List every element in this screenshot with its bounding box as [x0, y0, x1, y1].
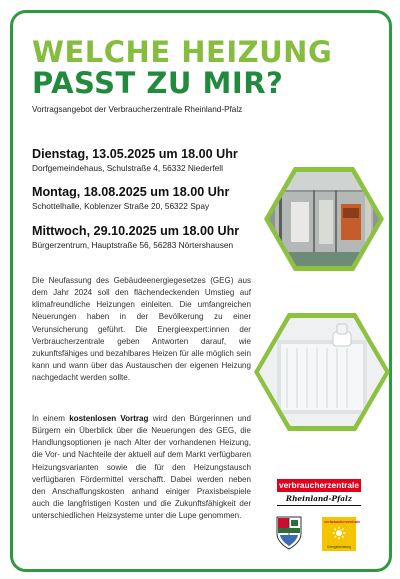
event-place: Dorfgemeindehaus, Schulstraße 4, 56332 Niederfell — [32, 163, 223, 173]
free-talk-highlight: kostenlosen Vortrag — [69, 414, 149, 423]
title-line-2: PASST ZU MIR? — [32, 66, 284, 100]
event-date: Mittwoch, 29.10.2025 um 18.00 Uhr — [32, 224, 240, 238]
paragraph-text-start: In einem — [32, 414, 70, 423]
subtitle: Vortragsangebot der Verbraucherzentrale Rheinland-Pfalz — [32, 105, 243, 114]
talk-paragraph — [32, 413, 251, 522]
logo-region-label: Rheinland-Pfalz — [277, 494, 361, 506]
coat-of-arms-icon — [276, 516, 302, 550]
energieberatung-logo-sub: Energieberatung — [327, 544, 351, 549]
intro-paragraph: Die Neufassung des Gebäudeenergiegesetzes (GEG) aus dem Jahr 2024 soll den flächendeckenden Umstieg auf klimafreundliche Heizungen einleiten. Die umfangreichen Neuerungen haben in der Bevölkerung zu einer Verunsicherung geführt. Die Energieexpert:innen der Verbraucherzentrale geben Antworten darauf, wie zukunftsfähiges und bezahlbares Heizen für alle möglich sein kann und wann über das Austauschen der eigenen Heizung nachgedacht werden sollte. — [32, 276, 251, 383]
energieberatung-logo-name: verbraucherzentrale — [324, 520, 361, 524]
event-3 — [32, 224, 239, 251]
event-date: Montag, 18.08.2025 um 18.00 Uhr — [32, 185, 230, 199]
event-2 — [32, 185, 229, 212]
sun-icon — [332, 526, 346, 540]
verbraucherzentrale-logo: verbraucherzentrale — [278, 480, 360, 490]
title-line-1: WELCHE HEIZUNG — [32, 35, 333, 69]
event-1 — [32, 147, 238, 174]
energieberatung-logo — [322, 517, 361, 551]
event-place: Schottelhalle, Koblenzer Straße 20, 56322 Spay — [32, 201, 210, 211]
event-place: Bürgerzentrum, Hauptstraße 56, 56283 Nörtershausen — [32, 240, 234, 250]
event-date: Dienstag, 13.05.2025 um 18.00 Uhr — [32, 147, 238, 161]
paragraph-text-end: wird den Bürgerinnen und Bürgern ein Überblick über die Neuerungen des GEG, die Handlungsoptionen je nach Alter der vorhandenen Heizung, die Vor- und Nachteile der aktuell auf dem Markt verfügbaren Heizungsvarianten sowie die für den Heizungstausch verfügbaren Fördermittel verschafft. Dabei werden neben den Anschaffungskosten anhand einiger Praxisbeispiele auch die langfristigen Kosten und die Zukunftsfähigkeit der unterschiedlichen Heizsysteme unter die Lupe genommen. — [32, 414, 251, 521]
